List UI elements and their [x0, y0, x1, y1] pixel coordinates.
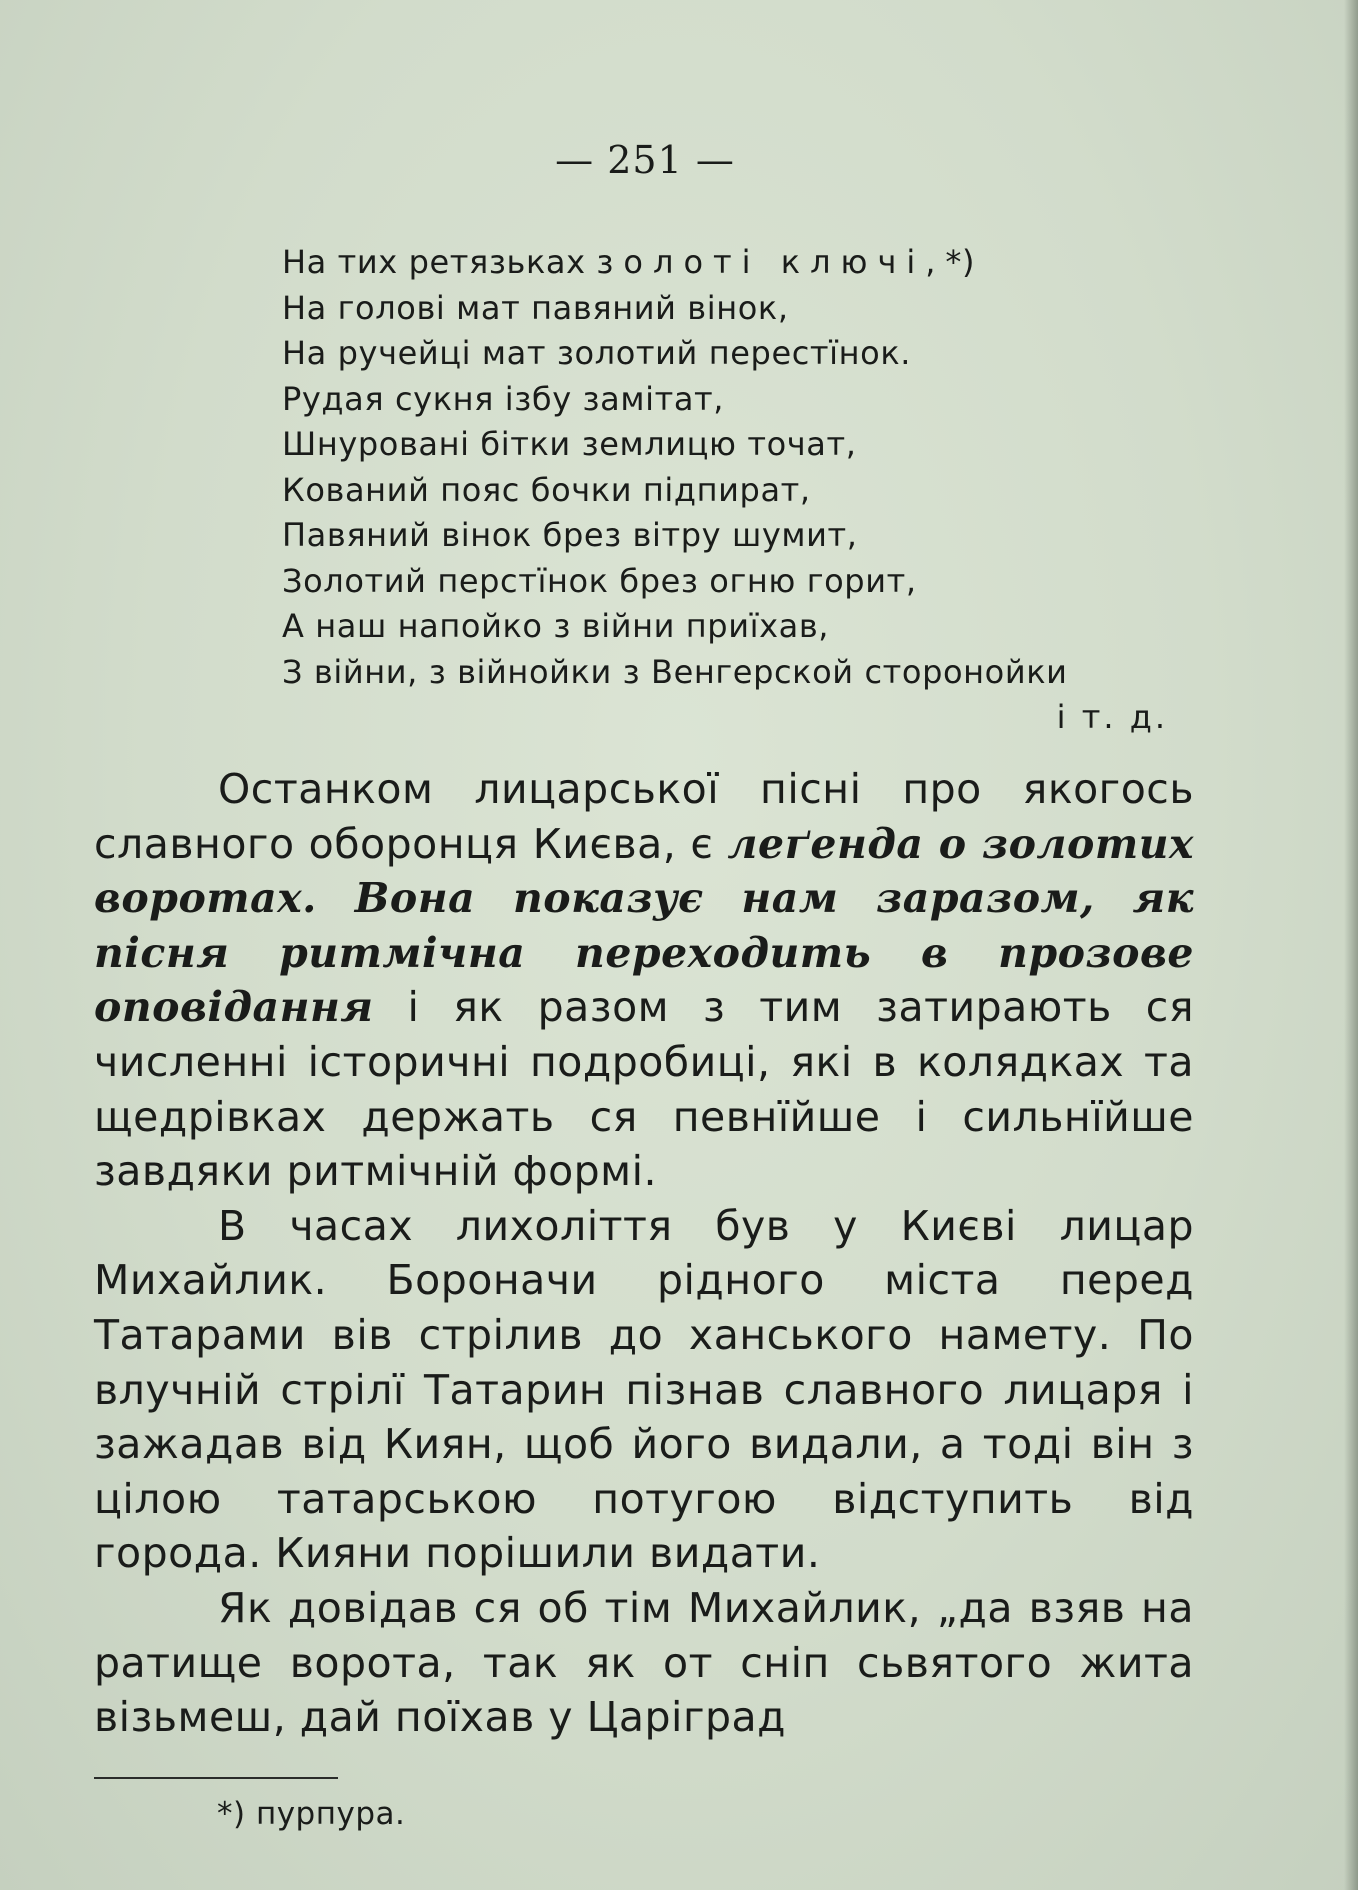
- verse-line-1-start: На тих ретязьках: [282, 243, 597, 281]
- paragraph-1-italic: леґенда о золотих воротах. Вона показує нам заразом, як пісня ритмічна переходить в прозове оповідання: [94, 819, 1194, 1032]
- verse-line: А наш напойко з війни приїхав,: [282, 607, 830, 645]
- verse-line: Шнуровані бітки землицю точат,: [282, 425, 857, 463]
- footnote: *) пурпура.: [217, 1796, 406, 1832]
- verse-line: На ручейці мат золотий перестїнок.: [282, 334, 912, 372]
- verse-line: Рудая сукня ізбу замітат,: [282, 379, 725, 418]
- paragraph-gates: Як довідав ся об тім Михайлик, „да взяв на ратище ворота, так як от сніп сьвятого жита візьмеш, дай поїхав у Царіград: [94, 1583, 1194, 1742]
- verse-line: Золотий перстїнок брез огню горит,: [282, 561, 917, 600]
- verse-line: Павяний вінок брез вітру шумит,: [282, 516, 858, 554]
- prose-body: [94, 762, 1194, 1745]
- verse-ending: і т. д.: [1056, 698, 1168, 736]
- paragraph-1-text-a: Останком лицарської пісні про якогось славного оборонця Києва, є: [94, 765, 1194, 868]
- footnote-divider: [94, 1777, 338, 1779]
- verse-line: [282, 240, 1292, 286]
- page-number: — 251 —: [555, 138, 735, 182]
- paragraph-mykhailyk: В часах лихоліття був у Києві лицар Михайлик. Бороначи рідного міста перед Татарами вів стрілив до ханського намету. По влучній стрілї Татарин пізнав славного лицаря і зажадав від Киян, щоб його видали, а тоді він з цілою татарською потугою відступить від города. Кияни порішили видати.: [94, 1201, 1194, 1578]
- verse-line: На голові мат павяний вінок,: [282, 288, 789, 327]
- verse-line: Кований пояс бочки підпират,: [282, 470, 811, 509]
- page-edge-shadow: [1344, 0, 1358, 1890]
- verse-line: З війни, з війнойки з Венгерской сторонойки: [282, 652, 1068, 691]
- paragraph-legend: [94, 762, 1194, 1199]
- verse-line-1-spaced: золоті ключі,: [596, 243, 946, 281]
- footnote-marker: *): [945, 243, 976, 281]
- verse-block: [282, 240, 1292, 741]
- paragraph-1-text-b: і як разом з тим затирають ся численні історичні подробиці, які в колядках та щедрівках держать ся певнїйше і сильнїйше завдяки ритмічній формі.: [94, 983, 1194, 1196]
